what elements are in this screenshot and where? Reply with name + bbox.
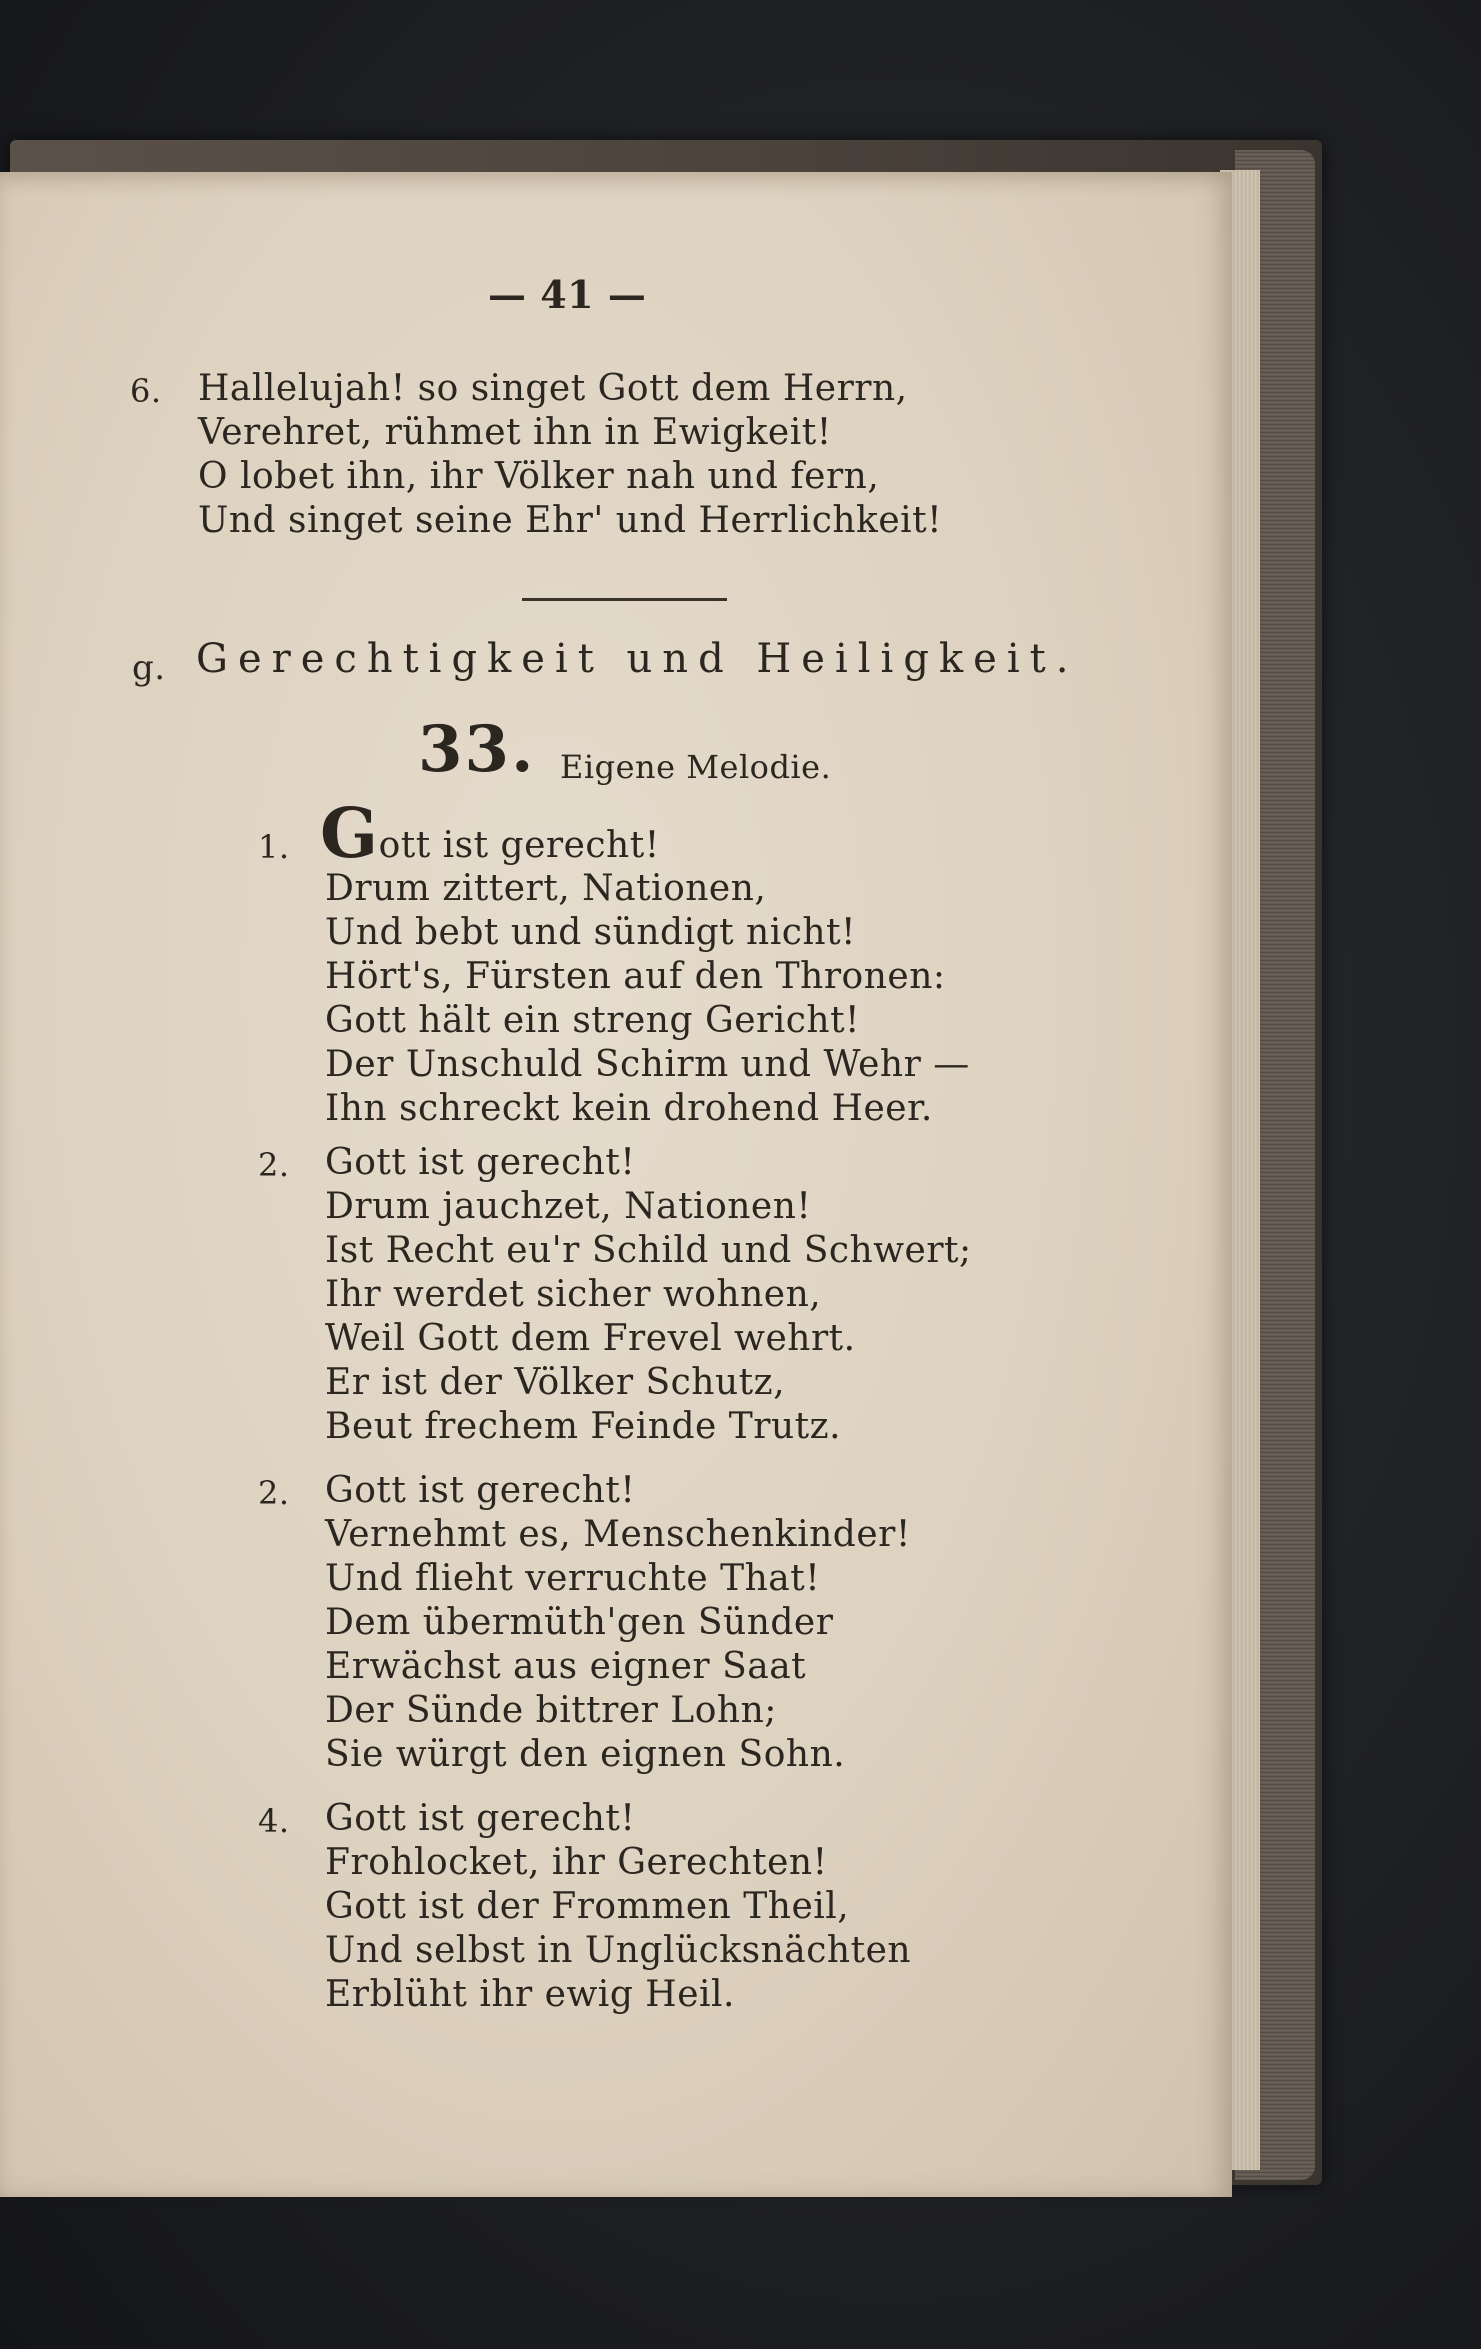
verse-line: Er ist der Völker Schutz, bbox=[325, 1362, 786, 1403]
verse-line: Drum zittert, Nationen, bbox=[325, 868, 767, 909]
verse-first-line bbox=[320, 794, 660, 874]
verse-line: Ist Recht eu'r Schild und Schwert; bbox=[325, 1230, 972, 1271]
verse-line: Gott hält ein streng Gericht! bbox=[325, 1000, 861, 1041]
verse-line: O lobet ihn, ihr Völker nah und fern, bbox=[198, 456, 880, 497]
verse-line: Beut frechem Feinde Trutz. bbox=[325, 1406, 842, 1447]
verse-line: Erwächst aus eigner Saat bbox=[325, 1646, 807, 1687]
verse-line: Der Unschuld Schirm und Wehr — bbox=[325, 1044, 970, 1085]
verse-line: Gott ist gerecht! bbox=[325, 1798, 636, 1839]
verse-line: Erblüht ihr ewig Heil. bbox=[325, 1974, 735, 2015]
section-title: Gerechtigkeit und Heiligkeit. bbox=[196, 636, 1079, 682]
verse-line: Ihr werdet sicher wohnen, bbox=[325, 1274, 822, 1315]
verse-line: Gott ist gerecht! bbox=[325, 1142, 636, 1183]
verse-line: Hallelujah! so singet Gott dem Herrn, bbox=[198, 368, 908, 409]
verse-line: Und singet seine Ehr' und Herrlichkeit! bbox=[198, 500, 943, 541]
verse-line: Dem übermüth'gen Sünder bbox=[325, 1602, 834, 1643]
stanza-number: 4. bbox=[258, 1802, 290, 1840]
verse-line: Vernehmt es, Menschenkinder! bbox=[325, 1514, 911, 1555]
hymn-number: 33. bbox=[418, 712, 536, 787]
section-divider bbox=[522, 598, 727, 601]
verse-line: Hört's, Fürsten auf den Thronen: bbox=[325, 956, 946, 997]
verse-line: Ihn schreckt kein drohend Heer. bbox=[325, 1088, 933, 1129]
verse-line: Frohlocket, ihr Gerechten! bbox=[325, 1842, 828, 1883]
dropcap: G bbox=[320, 794, 379, 874]
verse-line: Drum jauchzet, Nationen! bbox=[325, 1186, 812, 1227]
stanza-number: 6. bbox=[130, 372, 162, 410]
verse-line: Und selbst in Unglücksnächten bbox=[325, 1930, 912, 1971]
verse-line: Verehret, rühmet ihn in Ewigkeit! bbox=[198, 412, 832, 453]
verse-line: Weil Gott dem Frevel wehrt. bbox=[325, 1318, 856, 1359]
verse-line: Und flieht verruchte That! bbox=[325, 1558, 821, 1599]
verse-line: ott ist gerecht! bbox=[378, 825, 660, 866]
page-number: — 41 — bbox=[488, 272, 647, 317]
melody-note: Eigene Melodie. bbox=[560, 748, 832, 786]
stanza-number: 2. bbox=[258, 1146, 290, 1184]
verse-line: Gott ist gerecht! bbox=[325, 1470, 636, 1511]
verse-line: Und bebt und sündigt nicht! bbox=[325, 912, 857, 953]
verse-line: Sie würgt den eignen Sohn. bbox=[325, 1734, 846, 1775]
stanza-number: 1. bbox=[258, 828, 290, 866]
verse-line: Der Sünde bittrer Lohn; bbox=[325, 1690, 777, 1731]
section-letter: g. bbox=[132, 648, 166, 688]
verse-line: Gott ist der Frommen Theil, bbox=[325, 1886, 850, 1927]
stanza-number: 2. bbox=[258, 1474, 290, 1512]
